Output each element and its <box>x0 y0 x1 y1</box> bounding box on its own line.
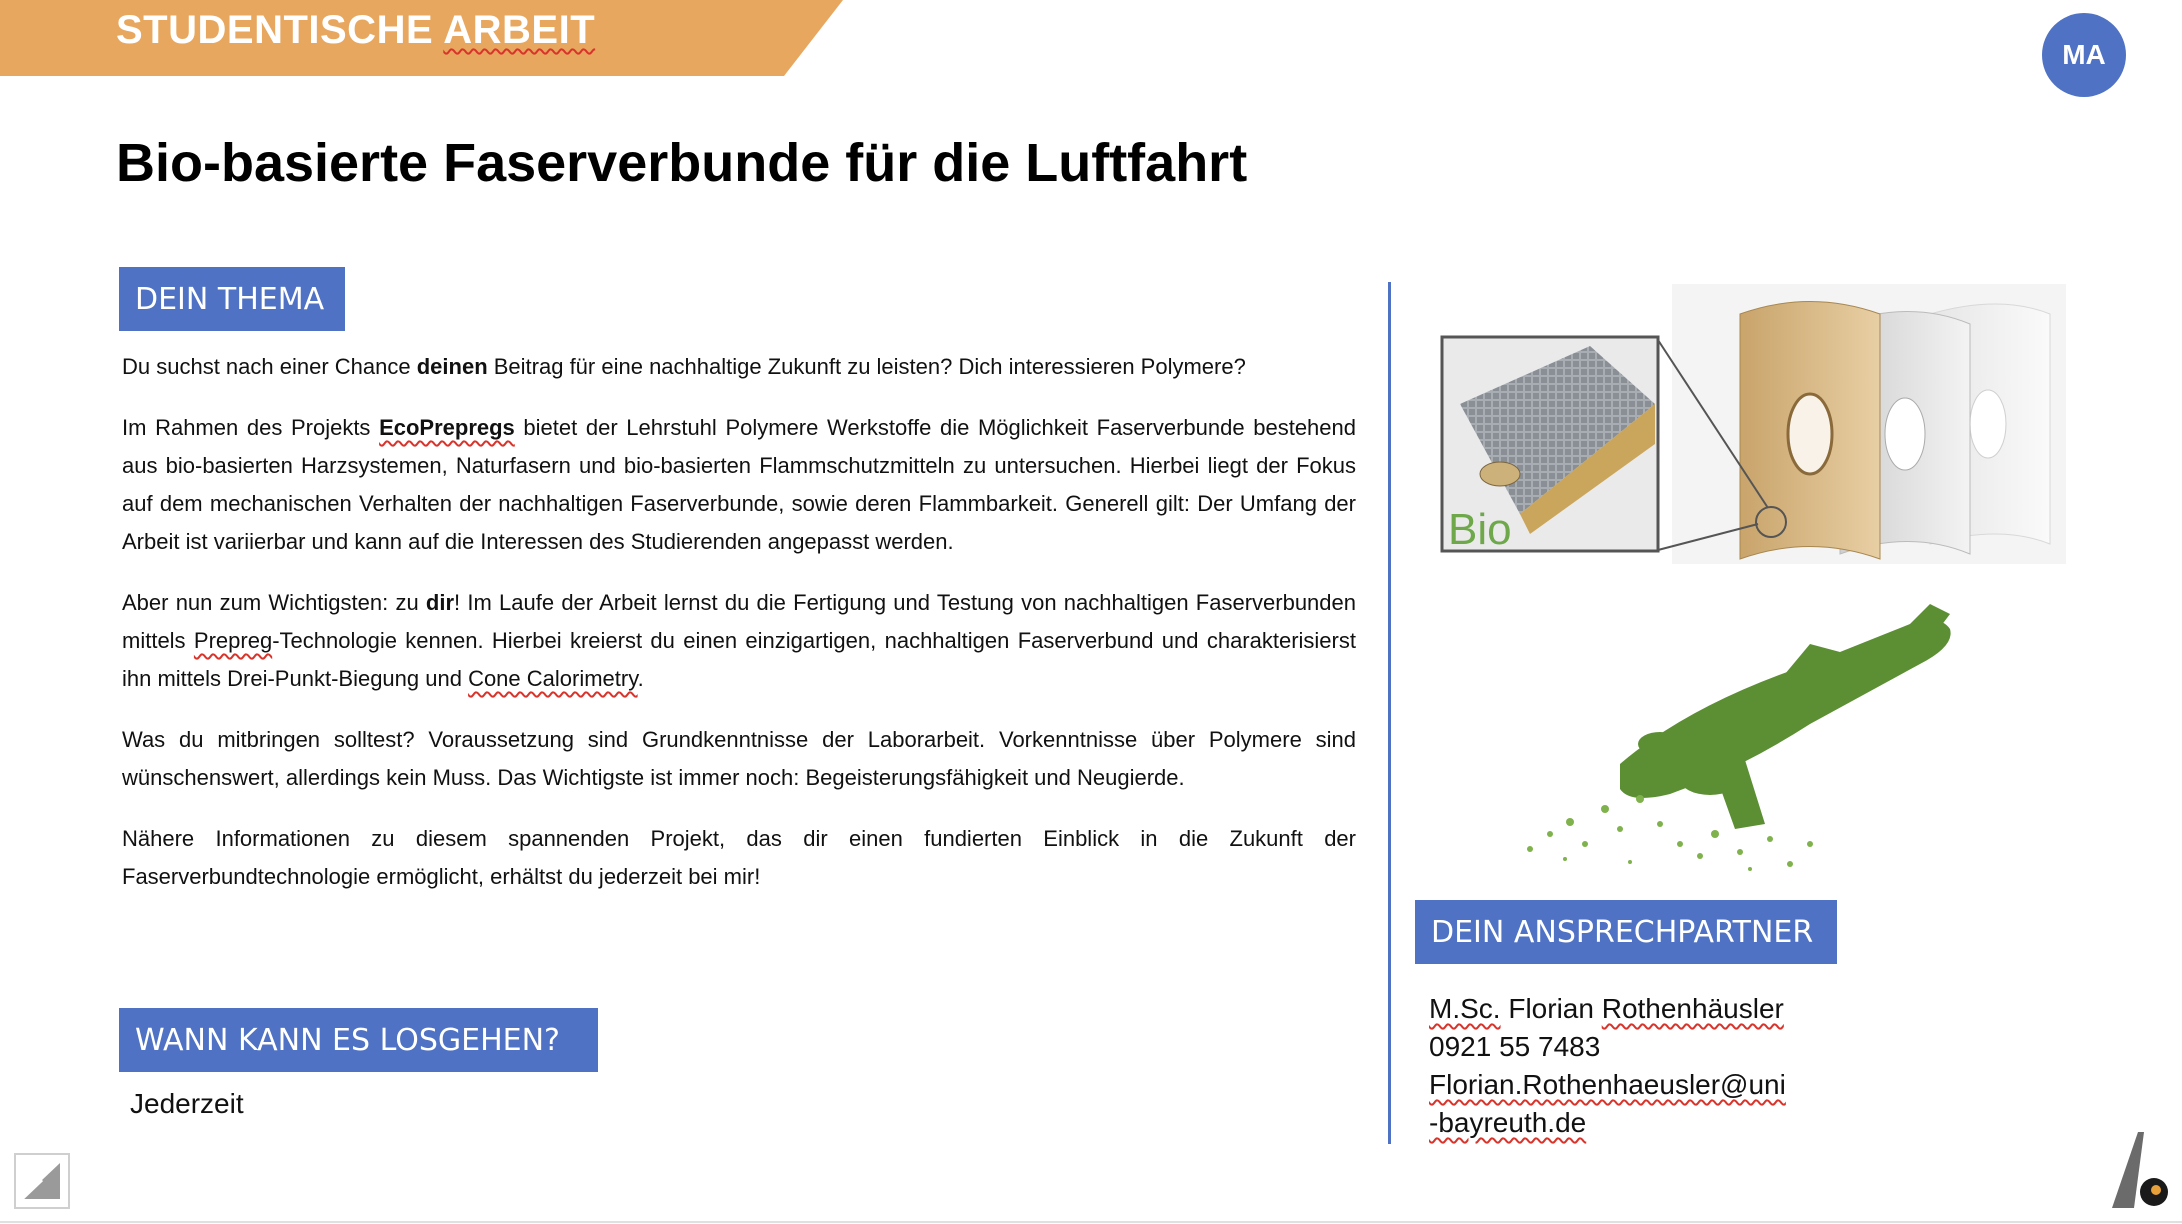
green-airplane-image <box>1510 594 1990 876</box>
composite-panels-image <box>1440 284 2066 564</box>
contact-email-line-2[interactable]: -bayreuth.de <box>1429 1107 1587 1138</box>
paragraph-5: Nähere Informationen zu diesem spannenden Projekt, das dir einen fundierten Einblick in die Zukunft der Faserverbundtechnologie ermöglicht, erhältst du jederzeit bei mir! <box>122 826 1356 889</box>
section-heading-thema: DEIN THEMA <box>119 267 345 331</box>
section-heading-ansprechpartner: DEIN ANSPRECHPARTNER <box>1415 900 1837 964</box>
banner-label: STUDENTISCHE ARBEIT <box>116 8 596 52</box>
university-logo-icon <box>2100 1130 2170 1210</box>
paragraph-1: Du suchst nach einer Chance deinen Beitrag für eine nachhaltige Zukunft zu leisten? Dich interessieren Polymere? <box>122 354 1246 379</box>
paragraph-3: Aber nun zum Wichtigsten: zu dir! Im Laufe der Arbeit lernst du die Fertigung und Testung von nachhaltigen Faserverbunden mittels Prepreg-Technologie kennen. Hierbei kreierst du einen einzigartigen, nachhaltigen Faserverbund und charakterisierst ihn mittels Drei-Punkt-Biegung und Cone Calorimetry. <box>122 590 1357 691</box>
thesis-type-badge: MA <box>2042 13 2126 97</box>
institute-logo-icon <box>14 1153 70 1209</box>
footer-divider <box>0 1221 2182 1223</box>
contact-info <box>1429 990 1786 1142</box>
contact-name: M.Sc. Florian Rothenhäusler <box>1429 993 1784 1024</box>
start-date-value: Jederzeit <box>130 1088 244 1119</box>
contact-phone: 0921 55 7483 <box>1429 1031 1601 1062</box>
bio-label: Bio <box>1448 505 1512 554</box>
section-heading-wann: WANN KANN ES LOSGEHEN? <box>119 1008 598 1072</box>
paragraph-4: Was du mitbringen solltest? Voraussetzung sind Grundkenntnisse der Laborarbeit. Vorkenntnisse über Polymere sind wünschenswert, allerdings kein Muss. Das Wichtigste ist immer noch: Begeisterungsfähigkeit und Neugierde. <box>122 727 1356 790</box>
contact-email-line-1[interactable]: Florian.Rothenhaeusler@uni <box>1429 1069 1786 1100</box>
paragraph-2: Im Rahmen des Projekts EcoPrepregs bietet der Lehrstuhl Polymere Werkstoffe die Möglichkeit Faserverbunde bestehend aus bio-basierten Harzsystemen, Naturfasern und bio-basierten Flammschutzmitteln zu untersuchen. Hierbei liegt der Fokus auf dem mechanischen Verhalten der nachhaltigen Faserverbunde, sowie deren Flammbarkeit. Generell gilt: Der Umfang der Arbeit ist variierbar und kann auf die Interessen des Studierenden angepasst werden. <box>122 415 1356 554</box>
topic-description <box>122 348 1356 919</box>
column-divider <box>1388 282 1391 1144</box>
page-title: Bio-basierte Faserverbunde für die Luftfahrt <box>116 133 1248 193</box>
